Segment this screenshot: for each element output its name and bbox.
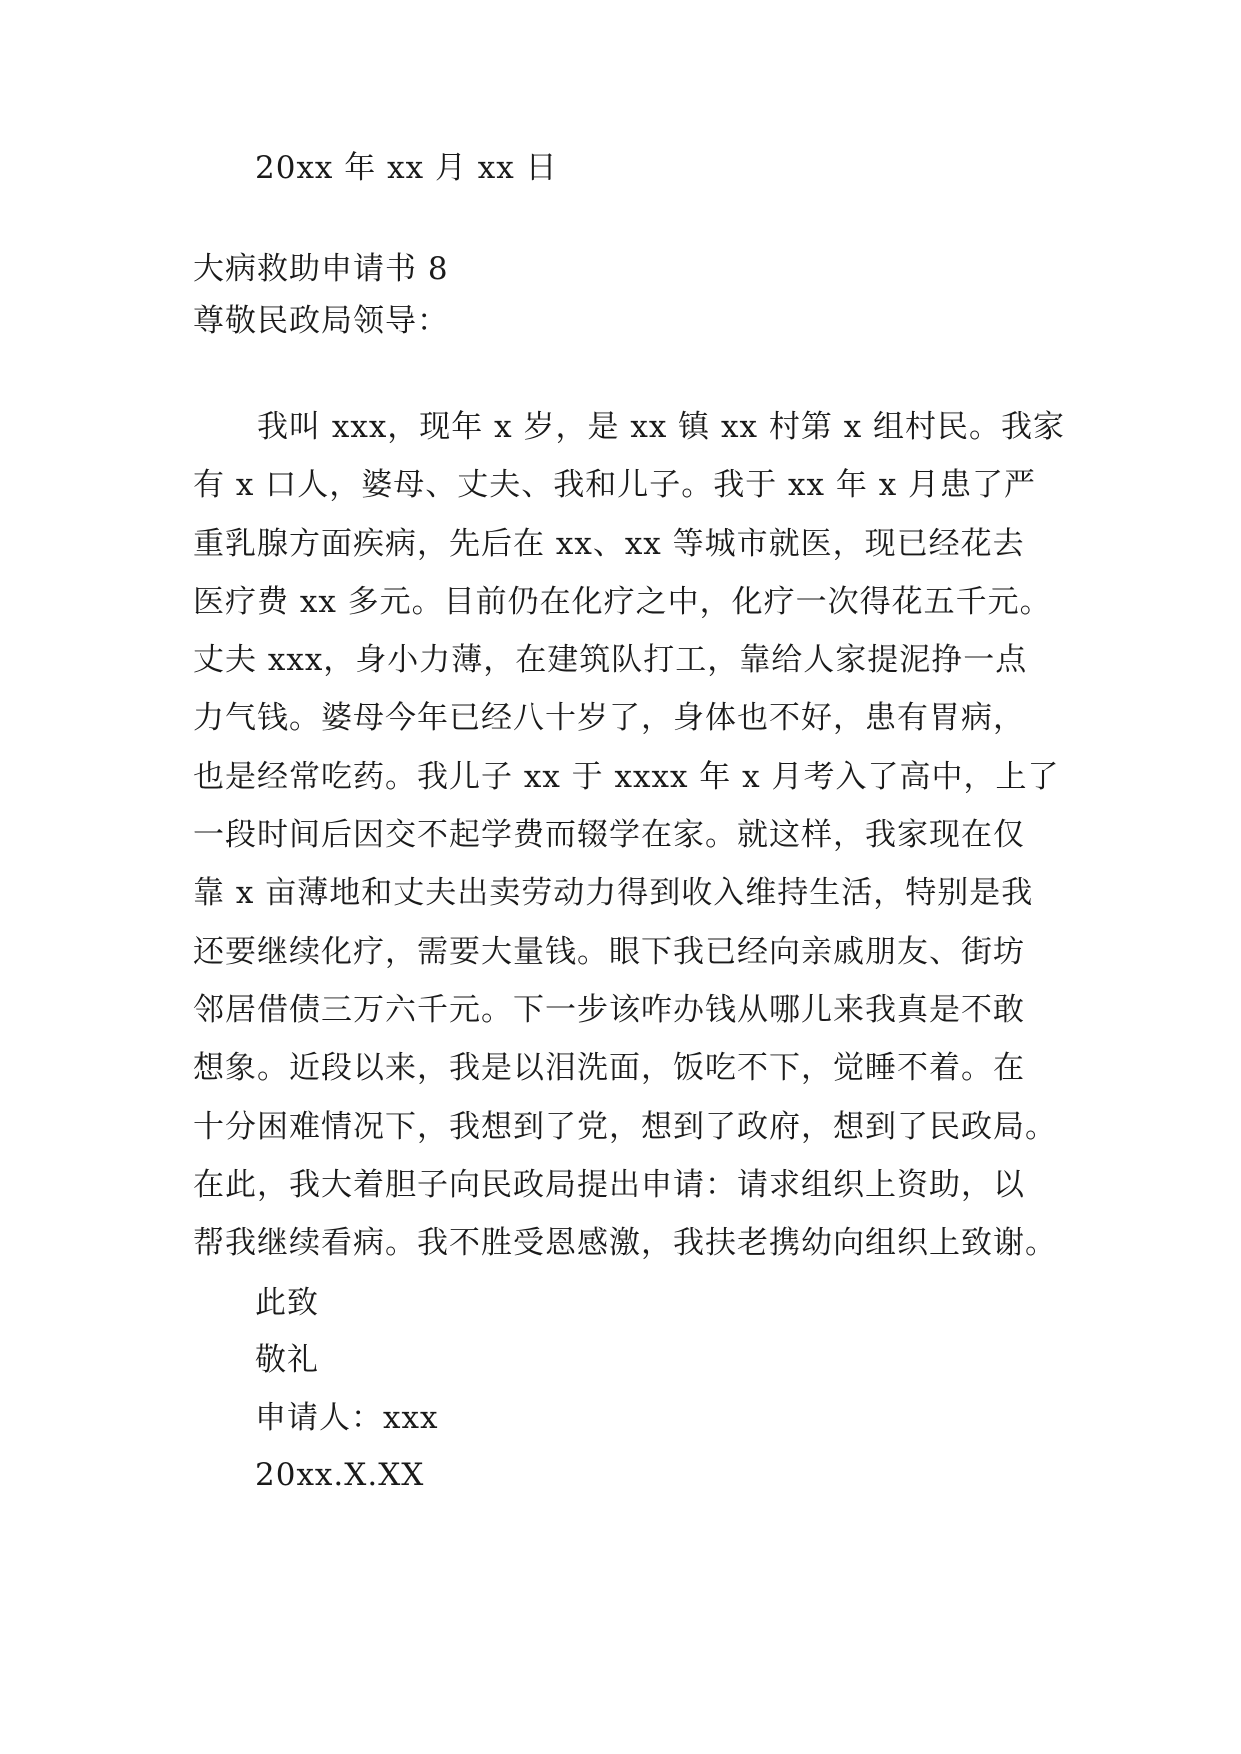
closing-ci-zhi: 此致 [255,1285,319,1321]
salutation: 尊敬民政局领导： [193,303,449,339]
body-line: 想象。近段以来，我是以泪洗面，饭吃不下，觉睡不着。在 [193,1050,1025,1087]
body-line: 我叫 xxx，现年 x 岁，是 xx 镇 xx 村第 x 组村民。我家 [193,409,1066,445]
closing-jing-li: 敬礼 [255,1342,319,1378]
applicant-signature: 申请人：xxx [255,1400,439,1436]
body-line: 帮我继续看病。我不胜受恩感激，我扶老携幼向组织上致谢。 [193,1225,1057,1262]
body-line: 一段时间后因交不起学费而辍学在家。就这样，我家现在仅 [193,817,1025,854]
body-line: 邻居借债三万六千元。下一步该咋办钱从哪儿来我真是不敢 [193,991,1025,1028]
body-line: 有 x 口人，婆母、丈夫、我和儿子。我于 xx 年 x 月患了严 [193,467,1037,504]
body-line: 力气钱。婆母今年已经八十岁了，身体也不好，患有胃病， [193,700,1025,737]
body-line: 医疗费 xx 多元。目前仍在化疗之中，化疗一次得花五千元。 [193,583,1052,620]
body-line: 十分困难情况下，我想到了党，想到了政府，想到了民政局。 [193,1108,1057,1145]
body-line: 丈夫 xxx，身小力薄，在建筑队打工，靠给人家提泥挣一点 [193,642,1028,679]
body-line: 重乳腺方面疾病，先后在 xx、xx 等城市就医，现已经花去 [193,525,1025,562]
top-date: 20xx 年 xx 月 xx 日 [255,150,558,186]
body-line: 也是经常吃药。我儿子 xx 于 xxxx 年 x 月考入了高中，上了 [193,758,1060,795]
document-title: 大病救助申请书 8 [193,251,449,287]
body-line: 靠 x 亩薄地和丈夫出卖劳动力得到收入维持生活，特别是我 [193,875,1034,912]
body-line: 在此，我大着胆子向民政局提出申请：请求组织上资助，以 [193,1166,1025,1203]
body-paragraph [193,398,1073,1272]
body-line: 还要继续化疗，需要大量钱。眼下我已经向亲戚朋友、街坊 [193,933,1025,970]
closing-date: 20xx.X.XX [255,1457,425,1493]
